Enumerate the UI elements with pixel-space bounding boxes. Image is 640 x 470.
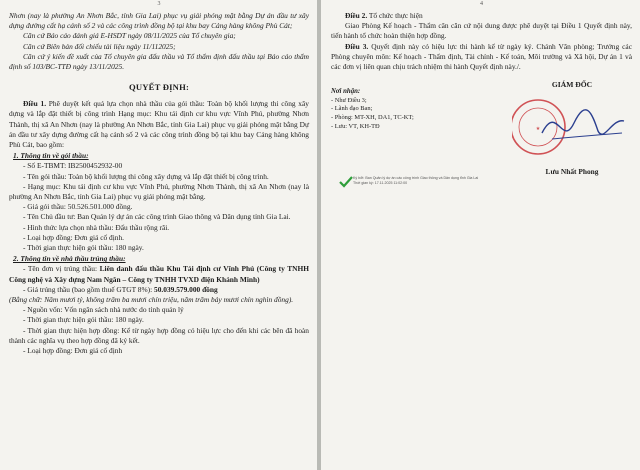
price-in-words: (Bằng chữ: Năm mươi tỷ, không trăm ba mươi chín triệu, năm trăm bảy mươi chín nghìn đồng). — [9, 295, 294, 305]
price-value: 50.039.579.000 đồng — [154, 284, 218, 294]
checkmark-icon — [339, 175, 353, 189]
recipient-item: - Như Điều 3; — [331, 96, 367, 104]
digital-signature-time: Thời gian ký: 17.11.2025 11:02:00 — [353, 180, 408, 185]
section-1-item: - Loại hợp đồng: Đơn giá cố định. — [23, 232, 125, 242]
section-1-item: - Giá gói thầu: 50.526.501.000 đồng. — [23, 202, 133, 212]
intro-line: Căn cứ ý kiến đề xuất của Tổ chuyên gia đấu thầu và Tổ thẩm định đấu thầu tại Báo cáo thẩm định số 103/BC-TTĐ ngày 13/11/2025. — [9, 51, 309, 72]
article-2-heading — [331, 11, 632, 21]
digital-signature-text: Ký bởi: Ban Quản lý dự án các công trình Giao thông và Dân dụng tỉnh Gia Lai — [353, 176, 479, 181]
winner-prefix: - Tên đơn vị trúng thầu: — [23, 264, 100, 274]
section-1-item: - Số E-TBMT: IB2500452932-00 — [23, 161, 123, 171]
recipients-block — [331, 88, 471, 131]
section-1-item: - Hình thức lựa chọn nhà thầu: Đấu thầu rộng rãi. — [23, 222, 170, 232]
signature-block — [331, 80, 632, 230]
article-2-label: Điều 2. — [345, 11, 368, 20]
article-3-label: Điều 3. — [345, 41, 369, 51]
article-1-text: Phê duyệt kết quả lựa chọn nhà thầu của gói thầu: Toàn bộ khối lượng thi công xây dựng và lắp đặt thiết bị công trình Hạng mục: Khu tái định cư khu vực Vĩnh Phú, phường Nhơn Thành, thị xã An Nhơn (nay là phường An Nhơn Bắc, tỉnh Gia Lai) phục vụ giải phóng mặt bằng Dự án đầu tư xây dựng đường cất hạ cánh số 2 và các công trình đồng bộ tại khu bay Cảng hàng không Phù Cát, bao gồm: — [9, 99, 309, 150]
article-2-text: Tổ chức thực hiện — [367, 11, 423, 20]
intro-line: Căn cứ Báo cáo đánh giá E-HSDT ngày 08/11/2025 của Tổ chuyên gia; — [23, 31, 236, 41]
section-1-item: - Thời gian thực hiện gói thầu: 180 ngày. — [23, 243, 144, 253]
signer-role: GIÁM ĐỐC — [551, 80, 593, 90]
section-2-item: - Thời gian thực hiện hợp đồng: Kể từ ngày hợp đồng có hiệu lực cho đến khi các bên đã hoàn thành các nghĩa vụ theo hợp đồng đã ký kết. — [9, 325, 309, 345]
recipient-item: - Lưu: VT, KH-TĐ — [331, 122, 380, 130]
page-number: 3 — [157, 1, 161, 7]
article-3-text: Quyết định này có hiệu lực thi hành kể từ ngày ký. Chánh Văn phòng; Trưởng các Phòng chuyên môn: Kế hoạch - Thẩm định, Tài chính - Kế toán, Môi trường và Xã hội, Dự án 1 và các đơn vị liên quan chịu trách nhiệm thi hành Quyết định này./. — [331, 41, 632, 72]
winner-line — [9, 264, 309, 284]
signer-name: Lưu Nhất Phong — [545, 167, 599, 177]
digital-signature-stamp — [339, 172, 479, 194]
section-2-item: - Loại hợp đồng: Đơn giá cố định — [23, 346, 123, 356]
recipient-item: - Lãnh đạo Ban; — [331, 105, 373, 113]
recipients-label: Nơi nhận: — [331, 88, 361, 96]
section-1-item: - Tên Chủ đầu tư: Ban Quản lý dự án các công trình Giao thông và Dân dụng tỉnh Gia Lai. — [23, 212, 291, 222]
document-page-right — [321, 0, 640, 470]
section-1-title: 1. Thông tin về gói thầu: — [13, 151, 89, 161]
recipient-item: - Phòng: MT-XH, DA1, TC-KT; — [331, 114, 414, 121]
section-2-item: - Nguồn vốn: Vốn ngân sách nhà nước do tỉnh quản lý — [23, 305, 184, 315]
article-1 — [9, 99, 309, 150]
intro-line: Nhơn (nay là phường An Nhơn Bắc, tỉnh Gia Lai) phục vụ giải phóng mặt bằng Dự án đầu tư xây dựng đường cất hạ cánh số 2 và các công trình đồng bộ tại khu bay Cảng hàng không Phù Cát; — [9, 11, 309, 31]
article-1-label: Điều 1. — [23, 99, 47, 109]
signer-block — [509, 80, 635, 176]
section-1-item: - Tên gói thầu: Toàn bộ khối lượng thi công xây dựng và lắp đặt thiết bị công trình. — [23, 171, 269, 181]
section-2-title: 2. Thông tin về nhà thầu trúng thầu: — [13, 254, 126, 264]
article-2-body: Giao Phòng Kế hoạch - Thẩm cân căn cứ nội dung được phê duyệt tại Điều 1 Quyết định này, tiến hành tổ chức hoàn thiện hợp đồng. — [331, 21, 632, 41]
winner-name: Liên danh đấu thầu Khu Tái định cư Vĩnh Phú (Công ty TNHH Công nghệ và Xây dựng Nam Ngân – Công ty TNHH TVXD điện Khánh Minh) — [9, 264, 309, 284]
article-3 — [331, 42, 632, 73]
seal-and-signature — [512, 93, 632, 163]
intro-line: Căn cứ Biên bản đối chiếu tài liệu ngày 11/112025; — [23, 41, 176, 51]
decision-title: QUYẾT ĐỊNH: — [128, 82, 190, 93]
svg-text:★: ★ — [535, 126, 541, 133]
price-line — [9, 285, 309, 295]
red-seal-icon — [512, 93, 632, 163]
handwritten-signature — [542, 110, 624, 134]
page-number: 4 — [480, 1, 483, 7]
document-page-left — [0, 0, 317, 470]
section-1-item: - Hạng mục: Khu tái định cư khu vực Vĩnh Phú, phường Nhơn Thành, thị xã An Nhơn (nay là phường An Nhơn Bắc, tỉnh Gia Lai) phục vụ giải phóng mặt bằng. — [9, 181, 309, 202]
section-2-item: - Thời gian thực hiện gói thầu: 180 ngày. — [23, 315, 144, 325]
price-prefix: - Giá trúng thầu (bao gồm thuế GTGT 8%): — [23, 284, 155, 294]
